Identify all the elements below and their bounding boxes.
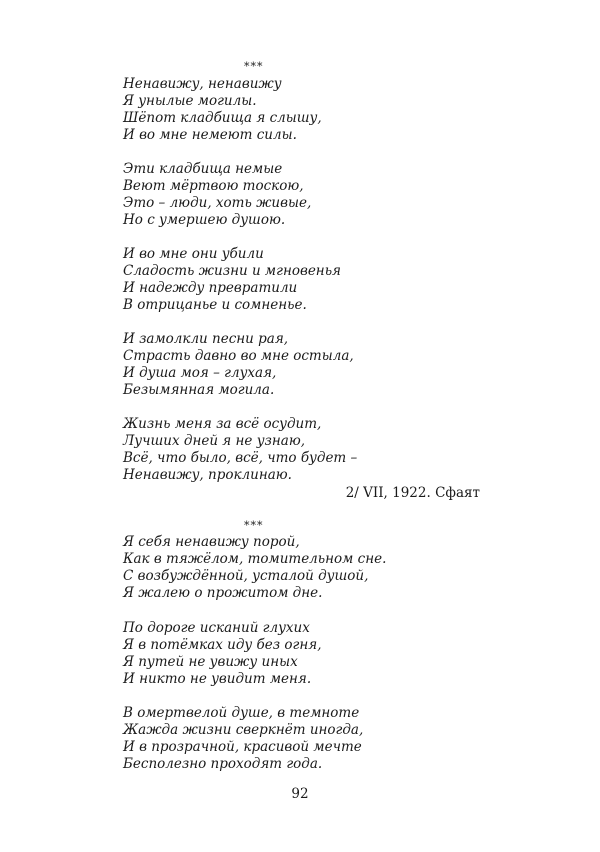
poem-line: Я унылые могилы.: [123, 93, 257, 109]
stanza: [123, 534, 386, 602]
poem-line: В отрицанье и сомненье.: [123, 297, 307, 313]
poem-line: Безымянная могила.: [123, 382, 275, 398]
stanza: [123, 161, 311, 229]
poem-line: Сладость жизни и мгновенья: [123, 263, 341, 279]
poem-line: И душа моя – глухая,: [123, 365, 277, 381]
poem-line: Жизнь меня за всё осудит,: [123, 416, 322, 432]
poem-line: По дороге исканий глухих: [123, 620, 310, 636]
poem-line: В омертвелой душе, в темноте: [123, 705, 360, 721]
stanza: [123, 331, 354, 399]
poem-line: И замолкли песни рая,: [123, 331, 289, 347]
poem-line: Жажда жизни сверкнёт иногда,: [123, 722, 364, 738]
poem-line: И во мне немеют силы.: [123, 127, 297, 143]
poem-line: Я в потёмках иду без огня,: [123, 637, 322, 653]
poem-separator: ***: [244, 60, 264, 73]
stanza: [123, 76, 322, 144]
poem-line: Веют мёртвою тоскою,: [123, 178, 304, 194]
poem-line: И никто не увидит меня.: [123, 671, 312, 687]
poem-line: Лучших дней я не узнаю,: [123, 433, 306, 449]
poem-line: С возбуждённой, усталой душой,: [123, 568, 369, 584]
stanza: [123, 246, 341, 314]
poem-line: И надежду превратили: [123, 280, 298, 296]
poem-separator: ***: [244, 519, 264, 532]
poem-line: Как в тяжёлом, томительном сне.: [123, 551, 387, 567]
poem-line: Я жалею о прожитом дне.: [123, 585, 323, 601]
poem-line: Но с умершею душою.: [123, 212, 286, 228]
poem-dateline: 2/ VII, 1922. Сфаят: [345, 485, 480, 501]
poem-line: Страсть давно во мне остыла,: [123, 348, 354, 364]
poem-line: Бесполезно проходят года.: [123, 756, 323, 772]
poem-line: Я путей не увижу иных: [123, 654, 298, 670]
poem-line: И во мне они убили: [123, 246, 264, 262]
poem-line: Всё, что было, всё, что будет –: [123, 450, 358, 466]
poem-line: Ненавижу, проклинаю.: [123, 467, 292, 483]
poem-line: Ненавижу, ненавижу: [123, 76, 282, 92]
poem-line: И в прозрачной, красивой мечте: [123, 739, 362, 755]
stanza: [123, 620, 322, 688]
poem-line: Шёпот кладбища я слышу,: [123, 110, 322, 126]
stanza: [123, 705, 363, 773]
poem-line: Эти кладбища немые: [123, 161, 283, 177]
page-number: 92: [291, 786, 309, 802]
poem-line: Я себя ненавижу порой,: [123, 534, 300, 550]
poem-line: Это – люди, хоть живые,: [123, 195, 312, 211]
stanza: [123, 416, 357, 484]
